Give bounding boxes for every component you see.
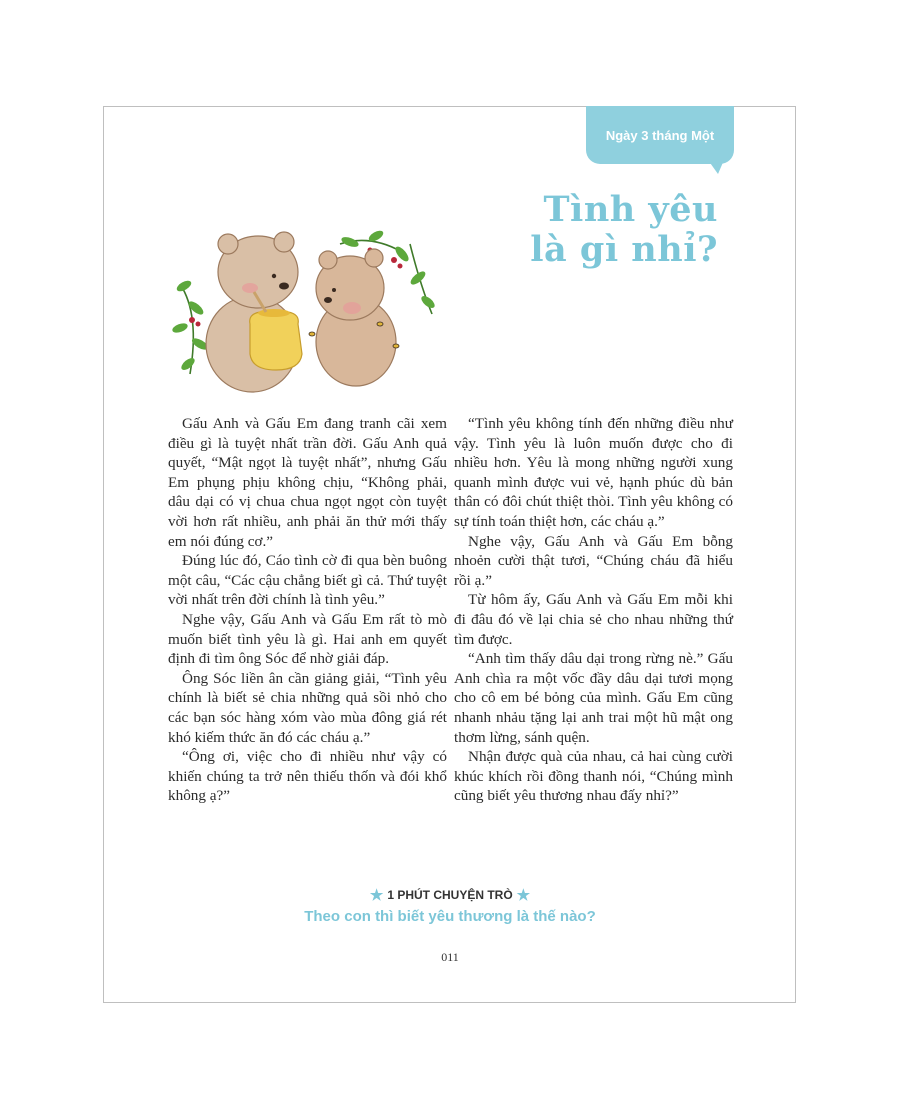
story-paragraph: Đúng lúc đó, Cáo tình cờ đi qua bèn buông một câu, “Các cậu chẳng biết gì cả. Thứ tuyệt vời nhất trên đời chính là tình yêu.” [168, 552, 447, 609]
star-icon: ★ [516, 887, 531, 904]
date-label: Ngày 3 tháng Một [605, 127, 715, 143]
story-paragraph: Nghe vậy, Gấu Anh và Gấu Em rất tò mò muốn biết tình yêu là gì. Hai anh em quyết định đi tìm ông Sóc để nhờ giải đáp. [168, 610, 447, 668]
story-paragraph: “Tình yêu không tính đến những điều như vậy. Tình yêu là luôn muốn được cho đi nhiều hơn. Yêu là mong những người xung quanh mình được vui vẻ, hạnh phúc dù bản thân có đôi chút thiệt thòi. Tình yêu không có sự tính toán thiệt hơn, các cháu ạ.” [454, 415, 733, 530]
story-paragraph: Gấu Anh và Gấu Em đang tranh cãi xem điều gì là tuyệt nhất trần đời. Gấu Anh quả quyết, “Mật ngọt là tuyệt nhất”, nhưng Gấu Em phụng phịu không chịu, “Không phải, dâu dại có vị chua chua ngọt ngọt còn tuyệt vời hơn rất nhiều, anh phải ăn thử mới thấy em nói đúng cơ.” [168, 415, 447, 550]
story-paragraph: Từ hôm ấy, Gấu Anh và Gấu Em mỗi khi đi đâu đó về lại chia sẻ cho nhau những thứ tìm được. [454, 591, 733, 648]
story-paragraph: Nhận được quà của nhau, cả hai cùng cười khúc khích rồi đồng thanh nói, “Chúng mình cũng biết yêu thương nhau đấy nhỉ?” [454, 748, 733, 805]
title-line-2: là gì nhỉ? [530, 229, 718, 270]
story-column-left [168, 414, 447, 806]
star-icon: ★ [369, 887, 384, 904]
title-line-1: Tình yêu [543, 189, 718, 230]
story-column-right [454, 414, 733, 806]
page-title [530, 190, 718, 270]
small-bear [316, 249, 396, 386]
story-paragraph: Ông Sóc liền ân cần giảng giải, “Tình yêu chính là biết sẻ chia những quả sồi nhỏ cho các bạn sóc hàng xóm vào mùa đông giá rét khó kiếm thức ăn đó các cháu ạ.” [168, 669, 447, 746]
story-paragraph: “Ông ơi, việc cho đi nhiều như vậy có khiến chúng ta trở nên thiếu thốn và đói khổ không ạ?” [168, 748, 447, 805]
story-paragraph: “Anh tìm thấy dâu dại trong rừng nè.” Gấu Anh chìa ra một vốc đầy dâu dại tươi mọng cho cô em bé bỏng của mình. Gấu Em cũng nhanh nhảu tặng lại anh trai một hũ mật ong thơm lừng, sánh quện. [454, 650, 733, 746]
two-bears-honey-pot-illustration [170, 224, 440, 394]
date-badge-tail [708, 160, 724, 174]
chat-heading-label: 1 PHÚT CHUYỆN TRÒ [387, 888, 513, 902]
page-number: 011 [441, 950, 459, 964]
chat-question: Theo con thì biết yêu thương là thế nào? [304, 908, 596, 925]
story-paragraph: Nghe vậy, Gấu Anh và Gấu Em bỗng nhoẻn cười thật tươi, “Chúng cháu đã hiểu rồi ạ.” [454, 532, 733, 589]
date-badge [586, 106, 734, 164]
chat-section-heading [0, 886, 900, 904]
